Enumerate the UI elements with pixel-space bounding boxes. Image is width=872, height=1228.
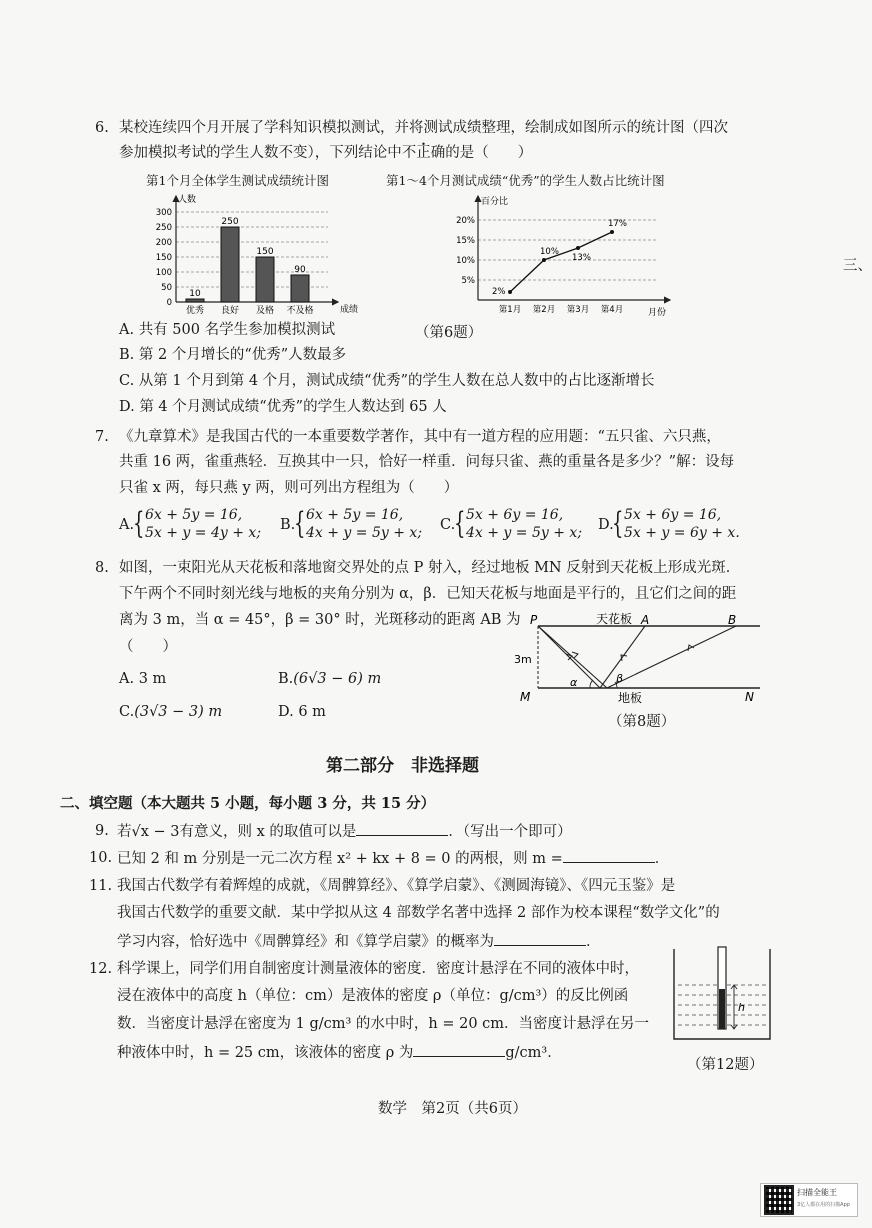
q9-text: 若√x − 3有意义，则 x 的取值可以是 ．（写出一个即可）	[117, 821, 572, 842]
bar-及格	[256, 257, 274, 302]
line-point	[542, 258, 546, 262]
qr-code	[764, 1185, 794, 1215]
label-height: 3m	[514, 653, 532, 666]
label-b: B	[728, 613, 737, 627]
q8-number: 8.	[95, 560, 109, 576]
label-h: h	[738, 1001, 745, 1014]
q12-line3: 数．当密度计悬浮在密度为 1 g/cm³ 的水中时，h = 20 cm．当密度计悬浮在另一	[117, 1016, 650, 1032]
label-floor: 地板	[618, 691, 643, 705]
page-footer: 数学 第2页（共6页）	[378, 1101, 527, 1117]
bar-tick-label: 50	[161, 283, 172, 293]
bar-category-label: 及格	[255, 306, 275, 316]
label-alpha: α	[570, 676, 578, 689]
scanner-watermark	[760, 1183, 858, 1217]
line-xlabel: 月份	[648, 308, 667, 318]
q8-option-c: C.(3√3 − 3) m	[119, 704, 223, 720]
q10-answer-blank	[563, 848, 655, 863]
bar-ylabel: 人数	[178, 195, 197, 205]
line-category-label: 第2月	[532, 305, 556, 315]
bar-良好	[221, 227, 239, 302]
q6-option-c: C. 从第 1 个月到第 4 个月，测试成绩“优秀”的学生人数在总人数中的占比逐渐增长	[119, 373, 655, 389]
line-series	[510, 232, 612, 292]
q8-option-d: D. 6 m	[278, 704, 326, 720]
bar-tick-label: 300	[155, 208, 172, 218]
line-tick-label: 15%	[456, 236, 475, 246]
bar-tick-label: 0	[166, 298, 172, 308]
bar-优秀	[186, 299, 204, 302]
line-category-label: 第4月	[600, 305, 624, 315]
bar-value-label: 250	[221, 217, 239, 227]
q10-number: 10.	[89, 850, 113, 866]
label-a: A	[641, 613, 650, 627]
q6-number: 6.	[95, 120, 109, 136]
q12-line1: 科学课上，同学们用自制密度计测量液体的密度．密度计悬浮在不同的液体中时，	[117, 961, 639, 977]
q8-line2: 下午两个不同时刻光线与地板的夹角分别为 α，β．已知天花板与地面是平行的，且它们之间的距	[119, 586, 737, 602]
chart2-title: 第1～4个月测试成绩“优秀”的学生人数占比统计图	[386, 173, 665, 188]
line-tick-label: 5%	[461, 276, 475, 286]
q11-line1: 我国古代数学有着辉煌的成就，《周髀算经》、《算学启蒙》、《测圆海镜》、《四元玉鉴》是	[117, 878, 676, 894]
q12-line4: 种液体中时，h = 25 cm，该液体的密度 ρ 为 g/cm³．	[117, 1042, 562, 1063]
line-data-label: 10%	[540, 247, 559, 257]
q12-figure-label: （第12题）	[687, 1057, 764, 1073]
q6-option-b: B. 第 2 个月增长的“优秀”人数最多	[119, 347, 347, 363]
q11-line3: 学习内容，恰好选中《周髀算经》和《算学启蒙》的概率为 ．	[117, 931, 601, 952]
line-point	[576, 246, 580, 250]
line-data-label: 2%	[492, 287, 506, 297]
hydrometer-weight	[719, 989, 725, 1029]
bar-category-label: 不及格	[286, 306, 314, 316]
q8-option-a: A. 3 m	[119, 671, 167, 687]
q11-answer-blank	[494, 931, 586, 946]
line-category-label: 第3月	[566, 305, 590, 315]
q12-figure	[670, 945, 780, 1045]
q7-line3: 只雀 x 两，每只燕 y 两，则可列出方程组为（ ）	[119, 480, 459, 496]
bar-category-label: 良好	[220, 306, 240, 316]
q9-number: 9.	[95, 823, 109, 839]
line-data-label: 13%	[572, 253, 591, 263]
q12-line2: 浸在液体中的高度 h（单位：cm）是液体的密度 ρ（单位：g/cm³）的反比例函	[117, 988, 629, 1004]
q6-stem-line1: 某校连续四个月开展了学科知识模拟测试，并将测试成绩整理，绘制成如图所示的统计图（四次	[119, 120, 728, 136]
q8-line1: 如图，一束阳光从天花板和落地窗交界处的点 P 射入，经过地板 MN 反射到天花板上形成光斑．	[119, 560, 741, 576]
bar-value-label: 10	[189, 289, 201, 299]
bar-tick-label: 250	[155, 223, 172, 233]
label-ceiling: 天花板	[596, 612, 633, 626]
line-ylabel: 百分比	[481, 197, 509, 207]
line-category-label: 第1月	[498, 305, 522, 315]
q8-line4: （ ）	[119, 639, 177, 655]
q8-line3: 离为 3 m，当 α = 45°，β = 30° 时，光斑移动的距离 AB 为	[119, 612, 521, 628]
side-mark: 三、	[843, 258, 872, 274]
watermark-brand: 扫描全能王	[797, 1188, 837, 1197]
ray-beta-out	[607, 626, 736, 688]
q7-number: 7.	[95, 429, 109, 445]
q8-figure-label: （第8题）	[608, 714, 676, 730]
q7-line1: 《九章算术》是我国古代的一本重要数学著作，其中有一道方程的应用题：“五只雀、六只燕，	[119, 429, 721, 445]
q11-number: 11.	[89, 878, 113, 894]
label-beta: β	[616, 672, 624, 685]
label-m: M	[520, 690, 531, 704]
line-point	[508, 290, 512, 294]
section2-heading: 二、填空题（本大题共 5 小题，每小题 3 分，共 15 分）	[60, 795, 436, 812]
bar-category-label: 优秀	[185, 306, 205, 316]
bar-tick-label: 100	[155, 268, 172, 278]
q6-emphasis: 不正确	[401, 145, 446, 161]
part2-title: 第二部分 非选择题	[326, 756, 479, 776]
q10-text: 已知 2 和 m 分别是一元二次方程 x² + kx + 8 = 0 的两根，则 m = ．	[117, 848, 669, 869]
q7-line2: 共重 16 两，雀重燕轻．互换其中一只，恰好一样重．问每只雀、燕的重量各是多少？”解：设每	[119, 454, 735, 470]
bar-xlabel: 成绩	[340, 305, 359, 315]
q8-figure	[510, 607, 770, 707]
q6-option-a: A. 共有 500 名学生参加模拟测试	[119, 322, 336, 338]
bar-value-label: 90	[294, 265, 306, 275]
q6-stem-line2: 参加模拟考试的学生人数不变），下列结论中不正确的是（ ）	[119, 145, 533, 161]
q8-option-b: B.(6√3 − 6) m	[278, 671, 382, 687]
label-n: N	[745, 690, 754, 704]
line-chart	[448, 192, 678, 322]
watermark-sub: 3亿人都在用的扫描App	[797, 1202, 850, 1208]
ray-alpha-in	[538, 626, 600, 688]
chart1-title: 第1个月全体学生测试成绩统计图	[146, 173, 329, 188]
bar-tick-label: 200	[155, 238, 172, 248]
line-tick-label: 10%	[456, 256, 475, 266]
line-point	[610, 230, 614, 234]
line-data-label: 17%	[608, 219, 627, 229]
q11-line2: 我国古代数学的重要文献．某中学拟从这 4 部数学名著中选择 2 部作为校本课程“数学文化”的	[117, 905, 720, 921]
q12-answer-blank	[413, 1042, 505, 1057]
bar-value-label: 150	[256, 247, 274, 257]
bar-chart	[148, 190, 373, 320]
q9-answer-blank	[356, 821, 448, 836]
line-tick-label: 20%	[456, 216, 475, 226]
q12-number: 12.	[89, 961, 113, 977]
label-p: P	[530, 613, 538, 627]
bar-不及格	[291, 275, 309, 302]
bar-tick-label: 150	[155, 253, 172, 263]
arrow-3	[621, 655, 627, 661]
q6-option-d: D. 第 4 个月测试成绩“优秀”的学生人数达到 65 人	[119, 399, 447, 415]
q6-figure-label: （第6题）	[415, 325, 483, 341]
